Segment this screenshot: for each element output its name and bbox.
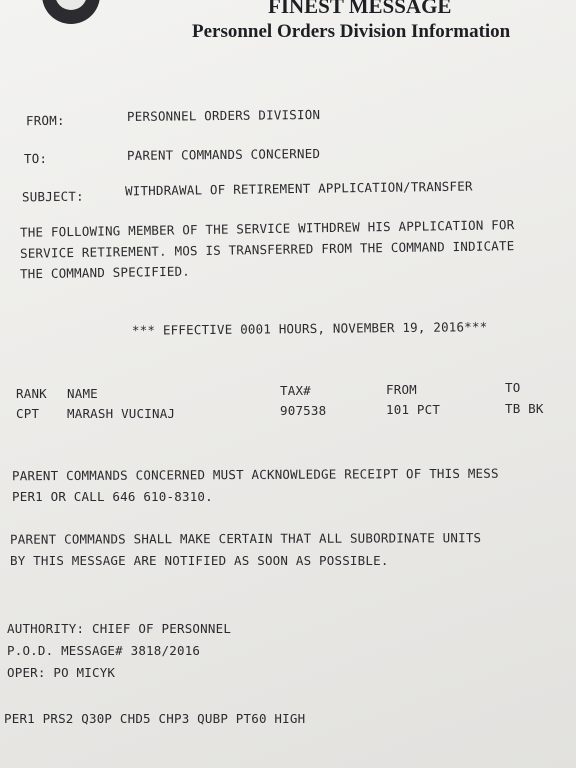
- header-tax: TAX#: [280, 383, 311, 398]
- message-title: FINEST MESSAGE: [268, 0, 452, 18]
- from-label: FROM:: [25, 112, 65, 129]
- cell-from: 101 PCT: [386, 402, 441, 417]
- to-label: TO:: [23, 150, 48, 167]
- effective-date: *** EFFECTIVE 0001 HOURS, NOVEMBER 19, 2016***: [131, 319, 488, 338]
- authority-line: AUTHORITY: CHIEF OF PERSONNEL: [7, 621, 232, 636]
- routing-codes: PER1 PRS2 Q30P CHD5 CHP3 QUBP PT60 HIGH: [4, 711, 306, 726]
- ack-line-1: PARENT COMMANDS CONCERNED MUST ACKNOWLEDGE RECEIPT OF THIS MESS: [11, 465, 499, 484]
- body-line-1: THE FOLLOWING MEMBER OF THE SERVICE WITHDREW HIS APPLICATION FOR: [19, 217, 515, 240]
- from-value: PERSONNEL ORDERS DIVISION: [126, 106, 321, 125]
- cell-rank: CPT: [16, 406, 40, 421]
- body-line-2: SERVICE RETIREMENT. MOS IS TRANSFERRED FROM THE COMMAND INDICATE: [19, 238, 515, 261]
- pod-message-line: P.O.D. MESSAGE# 3818/2016: [7, 643, 201, 658]
- operator-line: OPER: PO MICYK: [7, 665, 116, 680]
- body-line-3: THE COMMAND SPECIFIED.: [19, 263, 191, 282]
- cell-to: TB BK: [505, 401, 544, 416]
- message-subtitle: Personnel Orders Division Information: [192, 21, 511, 42]
- subordinate-line-2: BY THIS MESSAGE ARE NOTIFIED AS SOON AS POSSIBLE.: [10, 553, 389, 568]
- subject-label: SUBJECT:: [21, 188, 84, 205]
- subject-value: WITHDRAWAL OF RETIREMENT APPLICATION/TRANSFER: [124, 178, 473, 199]
- header-name: NAME: [67, 386, 98, 401]
- header-from: FROM: [386, 382, 417, 397]
- header-to: TO: [505, 380, 521, 395]
- to-value: PARENT COMMANDS CONCERNED: [126, 145, 321, 164]
- subordinate-line-1: PARENT COMMANDS SHALL MAKE CERTAIN THAT ALL SUBORDINATE UNITS: [9, 530, 482, 547]
- cell-tax: 907538: [280, 403, 327, 418]
- cell-name: MARASH VUCINAJ: [67, 406, 176, 421]
- department-seal-icon: [42, 0, 100, 24]
- header-rank: RANK: [16, 386, 47, 401]
- ack-line-2: PER1 OR CALL 646 610-8310.: [12, 489, 213, 504]
